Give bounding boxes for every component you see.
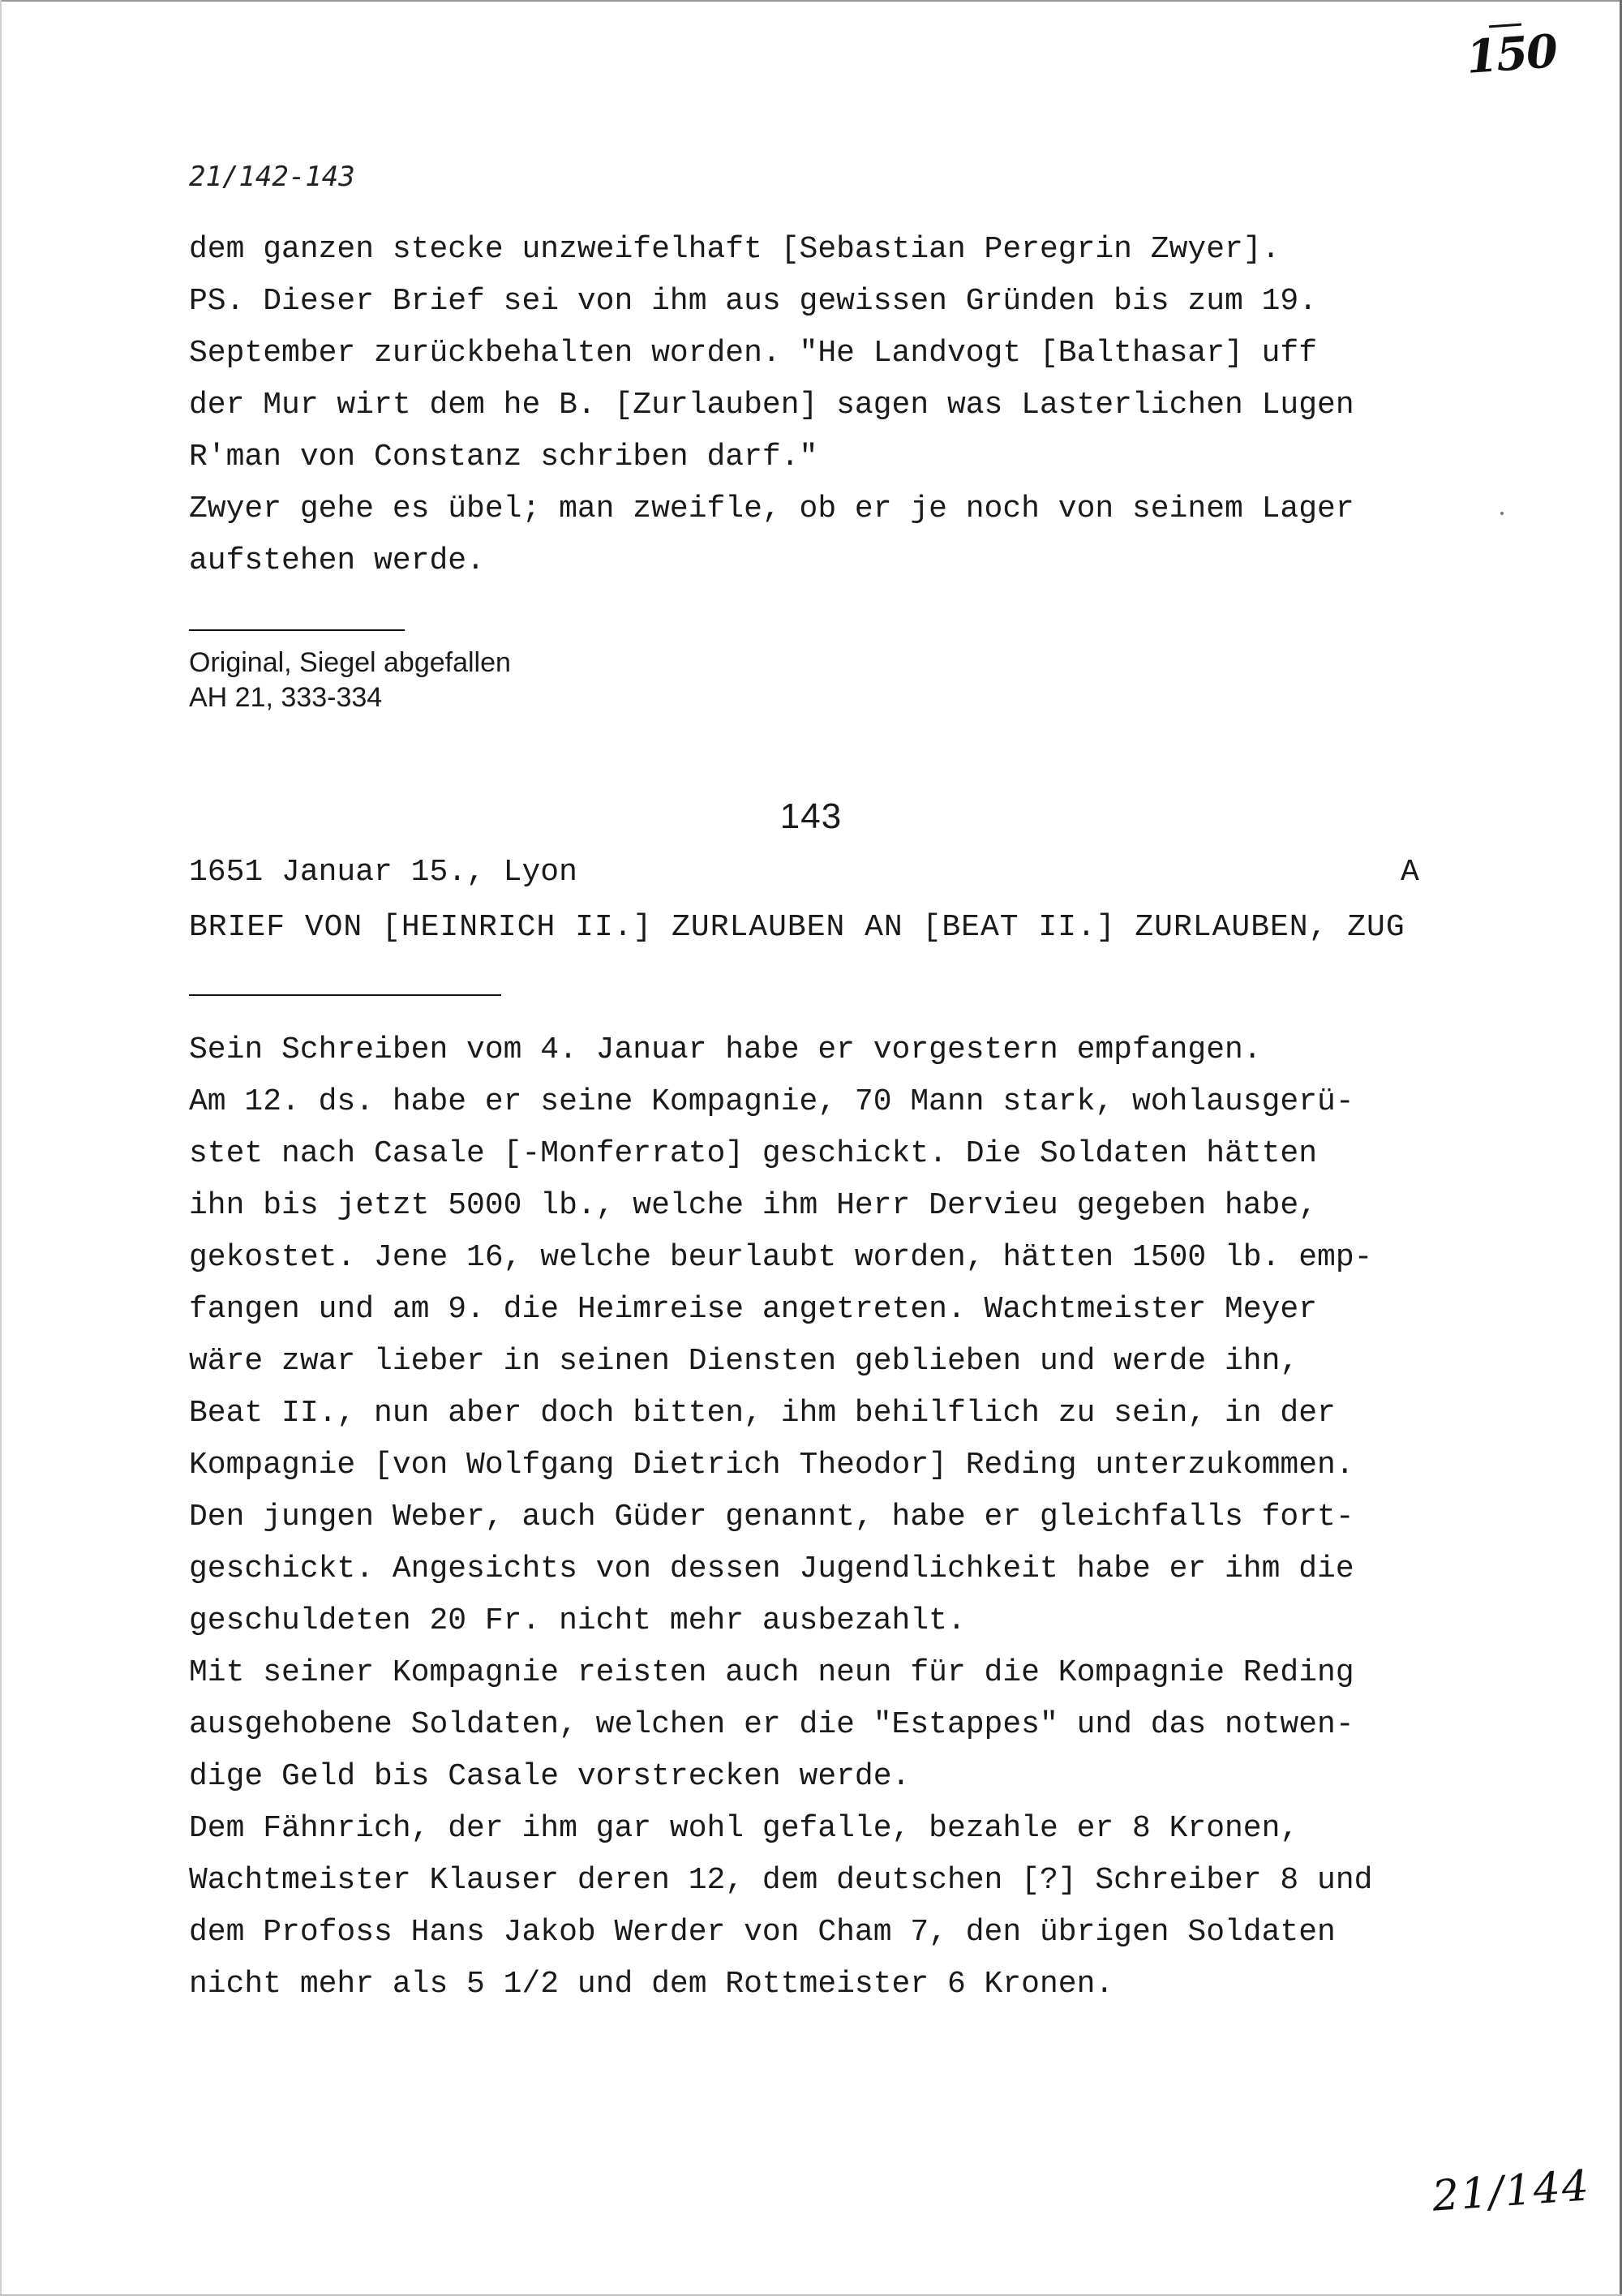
entry-marker: A: [1401, 855, 1419, 890]
entry-date-place: 1651 Januar 15., Lyon: [189, 855, 577, 890]
page-border-left: [0, 0, 2, 2296]
text-line: Wachtmeister Klauser deren 12, dem deutschen [?] Schreiber 8 und: [189, 1863, 1373, 1898]
source-note-archive: AH 21, 333-334: [189, 682, 383, 713]
text-line: dem ganzen stecke unzweifelhaft [Sebastian Peregrin Zwyer].: [189, 232, 1281, 267]
text-line: gekostet. Jene 16, welche beurlaubt worden, hätten 1500 lb. emp-: [189, 1240, 1373, 1275]
page-border-top: [0, 0, 1622, 2]
entry-text: [189, 1024, 1372, 2011]
text-line: PS. Dieser Brief sei von ihm aus gewissen Gründen bis zum 19.: [189, 284, 1318, 319]
text-line: Dem Fähnrich, der ihm gar wohl gefalle, bezahle er 8 Kronen,: [189, 1811, 1299, 1846]
text-line: geschickt. Angesichts von dessen Jugendlichkeit habe er ihm die: [189, 1551, 1354, 1586]
heading-separator: [189, 994, 501, 996]
handwritten-folio-number: 150: [1464, 24, 1559, 84]
text-line: Zwyer gehe es übel; man zweifle, ob er je noch von seinem Lager: [189, 491, 1354, 526]
text-line: Kompagnie [von Wolfgang Dietrich Theodor] Reding unterzukommen.: [189, 1448, 1354, 1483]
text-line: stet nach Casale [-Monferrato] geschickt. Die Soldaten hätten: [189, 1136, 1318, 1171]
previous-entry-reference: 21/142-143: [189, 161, 355, 193]
text-line: geschuldeten 20 Fr. nicht mehr ausbezahlt.: [189, 1603, 966, 1638]
text-line: aufstehen werde.: [189, 543, 485, 578]
source-note-original: Original, Siegel abgefallen: [189, 647, 511, 678]
handwritten-archive-reference: 21/144: [1431, 2161, 1592, 2221]
text-line: dige Geld bis Casale vorstrecken werde.: [189, 1759, 911, 1794]
entry-heading: BRIEF VON [HEINRICH II.] ZURLAUBEN AN [BEAT II.] ZURLAUBEN, ZUG: [189, 910, 1405, 945]
text-line: Den jungen Weber, auch Güder genannt, habe er gleichfalls fort-: [189, 1500, 1354, 1534]
text-line: R'man von Constanz schriben darf.": [189, 440, 818, 474]
text-line: wäre zwar lieber in seinen Diensten geblieben und werde ihn,: [189, 1344, 1299, 1379]
text-line: fangen und am 9. die Heimreise angetreten. Wachtmeister Meyer: [189, 1292, 1318, 1327]
text-line: dem Profoss Hans Jakob Werder von Cham 7, den übrigen Soldaten: [189, 1915, 1336, 1950]
margin-dot: [1500, 512, 1504, 515]
text-line: nicht mehr als 5 1/2 und dem Rottmeister 6 Kronen.: [189, 1967, 1114, 2002]
text-line: Am 12. ds. habe er seine Kompagnie, 70 Mann stark, wohlausgerü-: [189, 1084, 1354, 1119]
text-line: ihn bis jetzt 5000 lb., welche ihm Herr Dervieu gegeben habe,: [189, 1188, 1318, 1223]
text-line: Sein Schreiben vom 4. Januar habe er vorgestern empfangen.: [189, 1032, 1262, 1067]
footnote-separator: [189, 629, 405, 631]
text-line: September zurückbehalten worden. "He Landvogt [Balthasar] uff: [189, 336, 1318, 371]
text-line: ausgehobene Soldaten, welchen er die "Estappes" und das notwen-: [189, 1707, 1354, 1742]
text-line: Beat II., nun aber doch bitten, ihm behilflich zu sein, in der: [189, 1396, 1336, 1431]
text-line: der Mur wirt dem he B. [Zurlauben] sagen was Lasterlichen Lugen: [189, 388, 1354, 423]
entry-number: 143: [779, 796, 843, 836]
previous-entry-text: [189, 224, 1354, 587]
text-line: Mit seiner Kompagnie reisten auch neun für die Kompagnie Reding: [189, 1655, 1354, 1690]
